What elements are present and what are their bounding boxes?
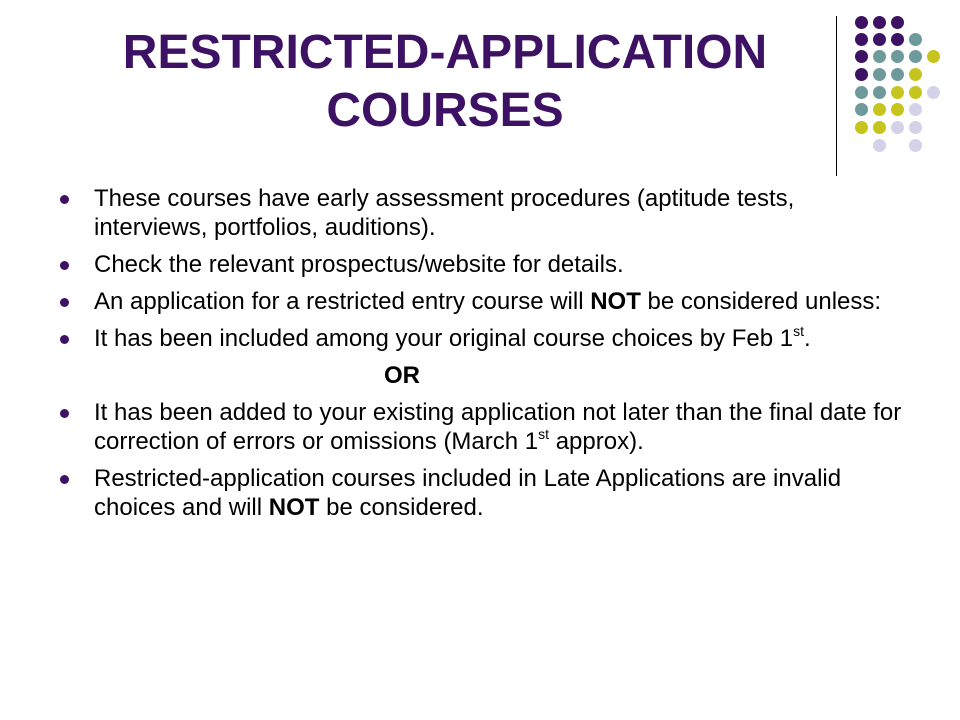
bullet-marker bbox=[60, 195, 69, 204]
bullet-marker bbox=[60, 261, 69, 270]
bullet-item bbox=[58, 324, 908, 353]
divider-line bbox=[836, 16, 837, 176]
bold-not: NOT bbox=[590, 288, 641, 315]
dot bbox=[855, 68, 868, 81]
superscript: st bbox=[793, 323, 804, 339]
dot bbox=[873, 68, 886, 81]
bullet-marker bbox=[60, 335, 69, 344]
dot bbox=[909, 33, 922, 46]
bullet-text: be considered unless: bbox=[640, 288, 882, 315]
dot bbox=[855, 86, 868, 99]
dot bbox=[891, 121, 904, 134]
superscript: st bbox=[538, 426, 550, 442]
dot bbox=[909, 86, 922, 99]
bullet-marker bbox=[60, 475, 69, 484]
dot bbox=[855, 121, 868, 134]
dot bbox=[891, 103, 904, 116]
dot bbox=[909, 121, 922, 134]
bullet-item bbox=[58, 287, 908, 316]
bullet-item bbox=[58, 464, 908, 522]
dot bbox=[891, 16, 904, 29]
bullet-text: Check the relevant prospectus/website for details. bbox=[94, 251, 624, 278]
dot bbox=[909, 68, 922, 81]
bullet-text: . bbox=[803, 325, 811, 352]
dot bbox=[909, 50, 922, 63]
dot bbox=[855, 16, 868, 29]
bullet-text: Restricted-application courses included in Late Applications are invalid choices and will bbox=[94, 465, 842, 521]
slide-title-line-1: RESTRICTED-APPLICATION bbox=[122, 26, 768, 79]
dot bbox=[855, 50, 868, 63]
bullet-text: approx). bbox=[549, 428, 644, 455]
bullet-marker bbox=[60, 409, 69, 418]
dot bbox=[873, 139, 886, 152]
dot bbox=[873, 33, 886, 46]
dot bbox=[891, 86, 904, 99]
dot bbox=[873, 86, 886, 99]
or-separator bbox=[58, 361, 908, 390]
bullet-marker bbox=[60, 298, 69, 307]
or-text: OR bbox=[384, 362, 420, 389]
bullet-text: These courses have early assessment procedures (aptitude tests, interviews, portfolios, auditions). bbox=[94, 185, 795, 241]
dot bbox=[909, 103, 922, 116]
bullet-list bbox=[58, 184, 908, 530]
dot bbox=[891, 33, 904, 46]
dot bbox=[873, 50, 886, 63]
dot bbox=[891, 50, 904, 63]
bullet-item bbox=[58, 184, 908, 242]
bullet-item bbox=[58, 398, 908, 456]
dot bbox=[855, 33, 868, 46]
dot bbox=[855, 103, 868, 116]
bold-not: NOT bbox=[268, 494, 320, 521]
bullet-text: An application for a restricted entry course will bbox=[94, 288, 591, 315]
dot bbox=[873, 121, 886, 134]
slide-title-line-2: COURSES bbox=[326, 84, 564, 137]
dot bbox=[927, 86, 940, 99]
slide-title bbox=[60, 24, 830, 140]
dot bbox=[891, 68, 904, 81]
dot bbox=[909, 139, 922, 152]
dot bbox=[873, 16, 886, 29]
bullet-text: It has been included among your original course choices by Feb 1 bbox=[94, 325, 794, 352]
dot bbox=[927, 50, 940, 63]
bullet-text: It has been added to your existing application not later than the final date for correction of errors or omissions (March 1 bbox=[94, 399, 902, 455]
bullet-item bbox=[58, 250, 908, 279]
dot bbox=[873, 103, 886, 116]
bullet-text: be considered. bbox=[319, 494, 484, 521]
